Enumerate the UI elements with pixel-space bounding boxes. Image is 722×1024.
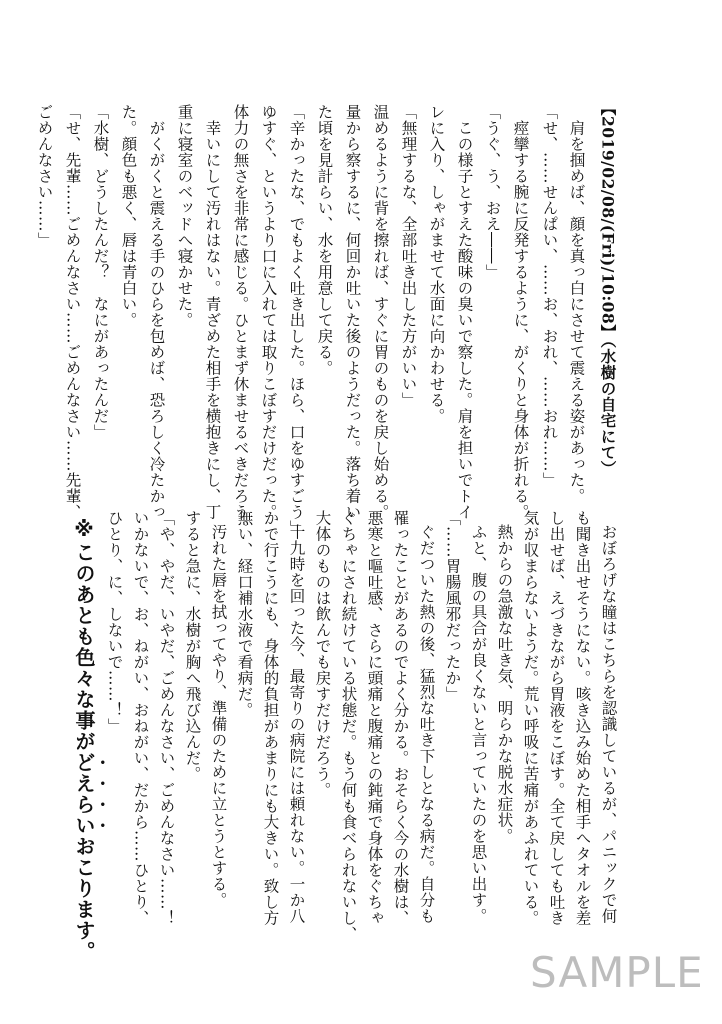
text-column: 無い、経口補水液で看病だ。 (235, 510, 254, 718)
text-column: 気が収まらないようだ。荒い呼吸に苦痛があふれている。 (521, 510, 540, 926)
text-column: すると急に、水樹が胸へ飛び込んだ。 (183, 510, 202, 782)
text-column: 「や、やだ、いやだ、ごめんなさい、ごめんなさい……！ (157, 510, 176, 926)
text-column: いかないで、お、ねがい、おねがい、だから……ひとり、 (131, 510, 150, 926)
text-column: 「せ、先輩……ごめんなさい……ごめんなさい……先輩、 (63, 104, 82, 520)
text-column: 体力の無さを非常に感じる。ひとまず休ませるべきだろう。 (231, 104, 250, 536)
text-column: 重に寝室のベッドへ寝かせた。 (175, 104, 194, 328)
text-column: 量から察するに、何回か吐いた後のようだった。落ち着い (343, 104, 362, 520)
text-column: ゆすぐ、というより口に入れては取りこぼすだけだった。 (259, 104, 278, 520)
text-column: し出せば、えづきながら胃液をこぼす。全て戻しても吐き (547, 510, 566, 926)
notice-text-after: おこります。 (72, 836, 96, 962)
text-column: この様子とすえた酸味の臭いで察した。肩を担いでトイ (455, 120, 474, 520)
notice-emphasis: どえらい (72, 752, 96, 836)
text-column: ぐだついた熱の後、猛烈な吐き下しとなる病だ。自分も (417, 524, 436, 924)
text-column: 「……胃腸風邪だったか」 (443, 510, 462, 702)
notice-column (72, 517, 107, 962)
text-column: ごめんなさい……」 (35, 104, 54, 248)
text-column: 痙攣する腕に反発するように、がくりと身体が折れる。 (511, 120, 530, 520)
text-column: 「水樹、どうしたんだ？ なにがあったんだ」 (91, 104, 110, 440)
heading-column: 【2019/02/08/(Fri)/10:08】（水樹の自宅にて） (598, 100, 618, 477)
text-column: かで行こうにも、身体的負担があまりにも大きい。致し方 (261, 510, 280, 926)
text-column: 「無理するな、全部吐き出した方がいい」 (399, 104, 418, 408)
text-column: た頃を見計らい、水を用意して戻る。 (315, 104, 334, 376)
text-column: がくがくと震える手のひらを包めば、恐ろしく冷たかっ (147, 120, 166, 520)
text-column: 「せ、……せんぱい、……お、おれ、……おれ……」 (540, 104, 559, 488)
text-column: 汚れた唇を拭ってやり、準備のために立とうとする。 (209, 524, 228, 908)
text-column: ぐちゃにされ続けている状態だ。もう何も食べられないし、 (339, 510, 358, 942)
text-column: 「辛かったな、でもよく吐き出した。ほら、口をゆすごう」 (287, 104, 306, 536)
notice-text-before: ※このあとも色々な事が (72, 517, 96, 752)
text-column: 大体のものは飲んでも戻すだけだろう。 (313, 510, 332, 798)
text-column: 「うぐ、う、おえ――」 (483, 104, 502, 280)
text-column: も聞き出せそうにない。咳き込み始めた相手へタオルを差 (573, 510, 592, 926)
text-column: 十九時を回った今、最寄りの病院には頼れない。一か八 (287, 524, 306, 924)
text-column: ふと、腹の具合が良くないと言っていたのを思い出す。 (469, 524, 488, 924)
text-column: 罹ったことがあるのでよく分かる。おそらく今の水樹は、 (391, 510, 410, 926)
text-column: 悪寒と嘔吐感、さらに頭痛と腹痛との鈍痛で身体をぐちゃ (365, 510, 384, 926)
text-column: 熱からの急激な吐き気、明らかな脱水症状。 (495, 524, 514, 844)
text-column: レに入り、しゃがませて水面に向かわせる。 (427, 104, 446, 424)
sample-watermark: SAMPLE (530, 948, 704, 997)
text-column: 幸いにして汚れはない。青ざめた相手を横抱きにし、丁 (203, 120, 222, 520)
text-column: おぼろげな瞳はこちらを認識しているが、パニックで何 (599, 524, 618, 924)
text-column: 肩を掴めば、顔を真っ白にさせて震える姿があった。 (567, 120, 586, 504)
text-column: た。顔色も悪く、唇は青白い。 (119, 104, 138, 328)
text-column: 温めるように背を擦れば、すぐに胃のものを戻し始める。 (371, 104, 390, 520)
text-column: ひとり、に、しないで……！」 (105, 510, 124, 734)
